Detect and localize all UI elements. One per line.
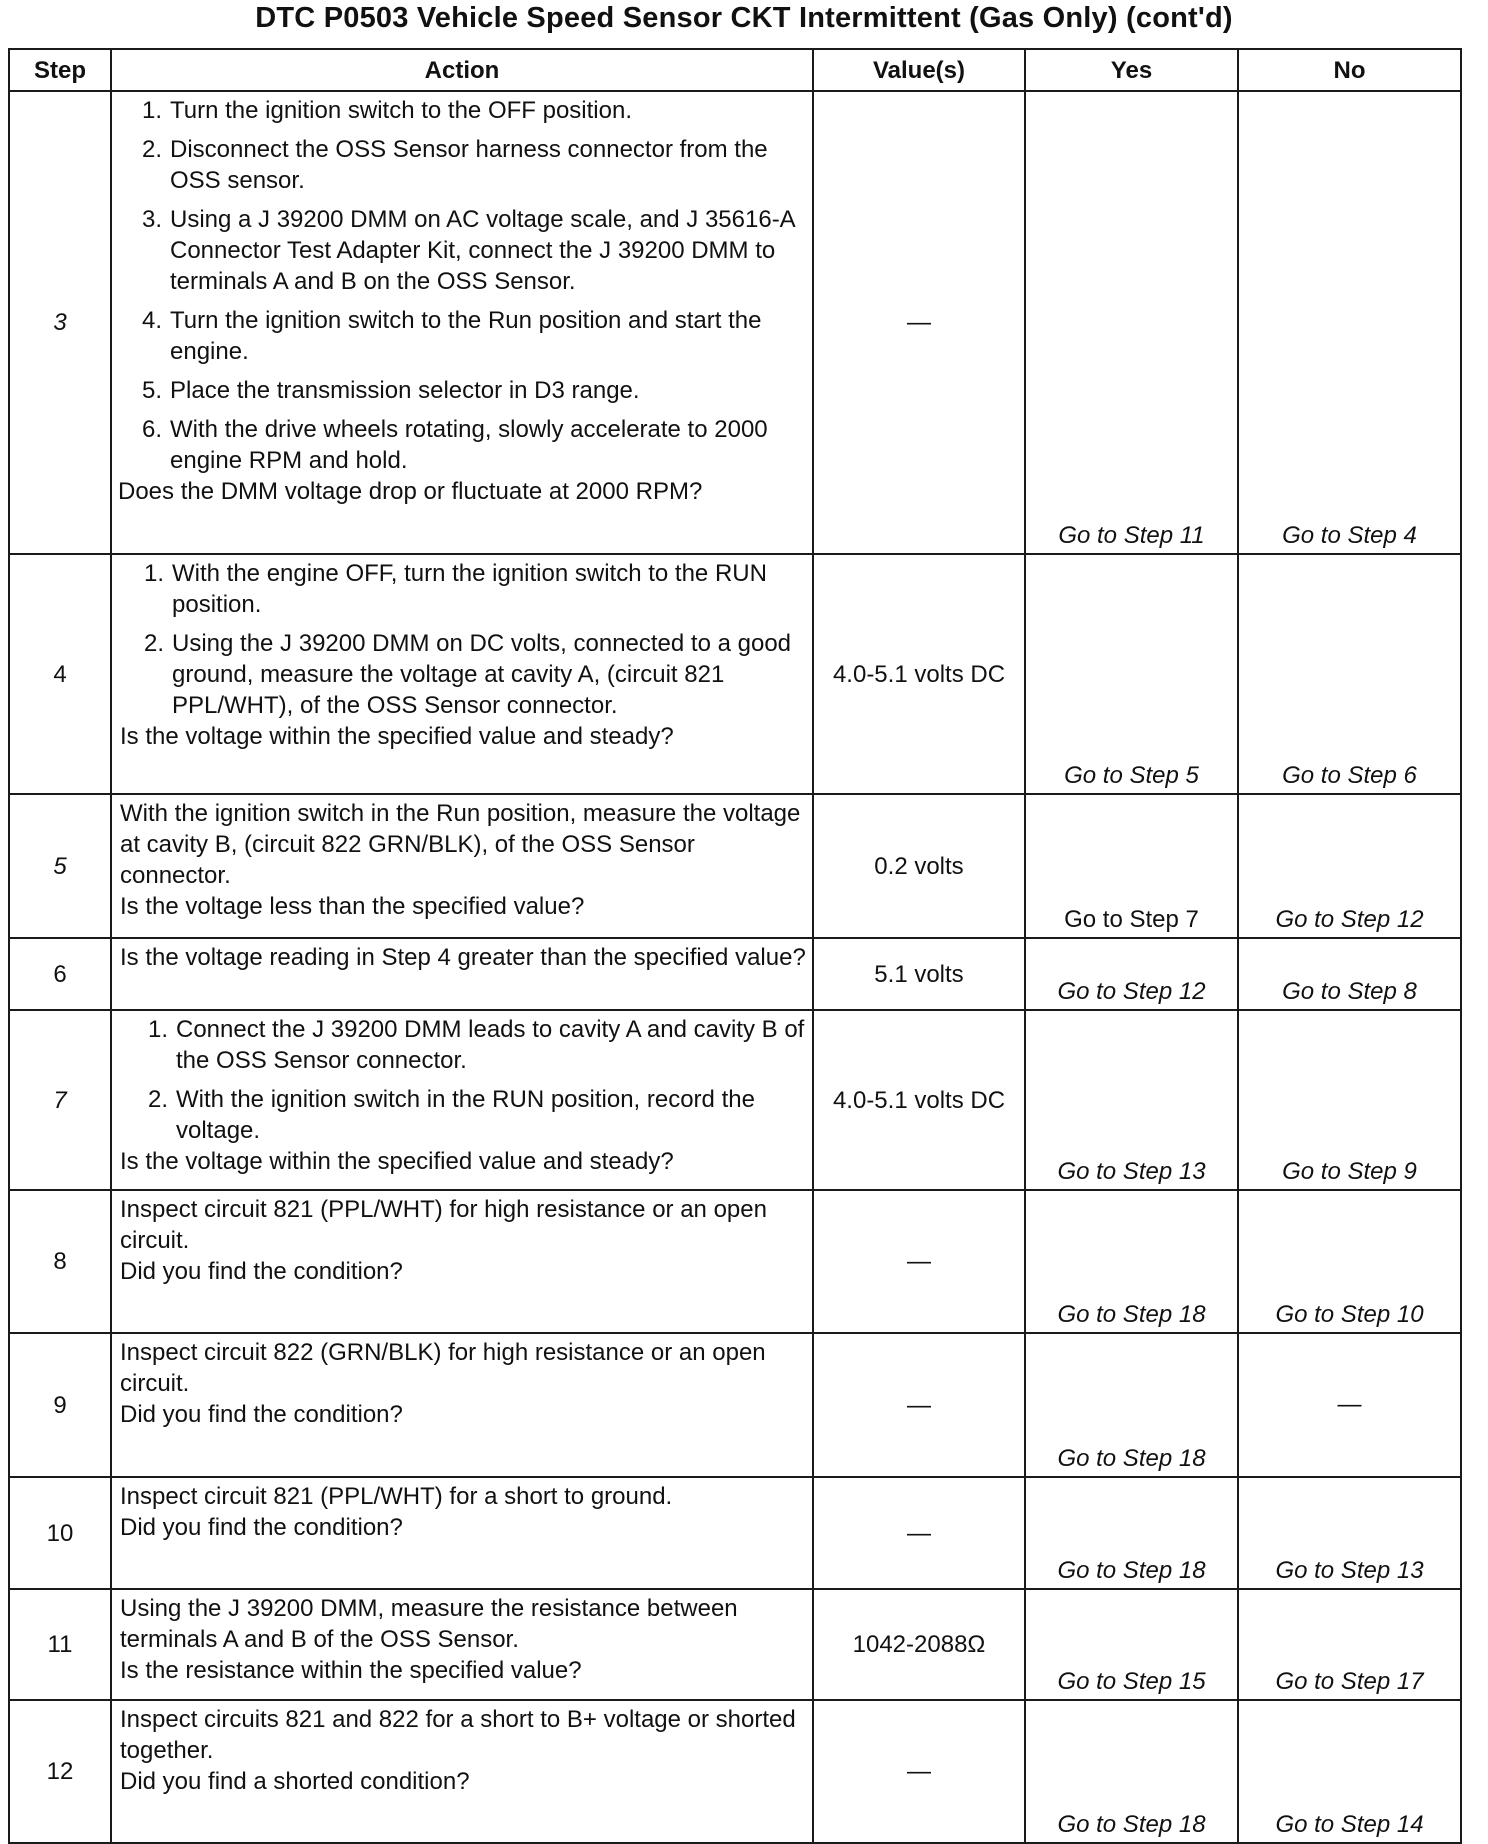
diagnostic-table (8, 48, 1462, 1844)
table-row (9, 1477, 1461, 1589)
action-text: Is the voltage reading in Step 4 greater than the specified value? (120, 944, 806, 971)
list-item: 1. Connect the J 39200 DMM leads to cavity A and cavity B of the OSS Sensor connector. (148, 1016, 805, 1074)
list-item: 1. Turn the ignition switch to the OFF position. (142, 97, 632, 124)
action-steps (120, 1014, 808, 1146)
page-title: DTC P0503 Vehicle Speed Sensor CKT Intermittent (Gas Only) (cont'd) (255, 2, 1233, 34)
yes-cell: Go to Step 15 (1025, 1589, 1238, 1700)
action-step-text: With the engine OFF, turn the ignition switch to the RUN position. (172, 560, 767, 618)
step-number: 7 (9, 1010, 111, 1190)
action-cell (111, 794, 813, 938)
table-row (9, 91, 1461, 554)
action-question: Is the voltage within the specified value and steady? (120, 1148, 674, 1175)
action-cell (111, 1333, 813, 1477)
list-item: 2. With the ignition switch in the RUN position, record the voltage. (148, 1086, 755, 1144)
action-cell (111, 1477, 813, 1589)
table-row (9, 938, 1461, 1010)
action-step-text: Using the J 39200 DMM on DC volts, connected to a good ground, measure the voltage at cavity A, (circuit 821 PPL/WHT), of the OSS Sensor connector. (172, 630, 792, 719)
yes-cell: Go to Step 18 (1025, 1333, 1238, 1477)
value-cell: — (813, 1190, 1025, 1333)
list-item: 3. Using a J 39200 DMM on AC voltage scale, and J 35616-A Connector Test Adapter Kit, connect the J 39200 DMM to terminals A and B on the OSS Sensor. (142, 206, 795, 295)
yes-cell: Go to Step 12 (1025, 938, 1238, 1010)
value-cell: 4.0-5.1 volts DC (813, 1010, 1025, 1190)
action-question: Did you find the condition? (120, 1514, 403, 1541)
list-item: 1. With the engine OFF, turn the ignition switch to the RUN position. (144, 560, 767, 618)
action-step-text: Using a J 39200 DMM on AC voltage scale, and J 35616-A Connector Test Adapter Kit, connect the J 39200 DMM to terminals A and B on the OSS Sensor. (170, 206, 795, 295)
action-cell (111, 1010, 813, 1190)
table-row (9, 1010, 1461, 1190)
action-text (120, 1593, 808, 1655)
no-cell: Go to Step 17 (1238, 1589, 1461, 1700)
action-question: Did you find a shorted condition? (120, 1768, 470, 1795)
no-cell: Go to Step 4 (1238, 91, 1461, 554)
header-step: Step (9, 49, 111, 91)
header-no: No (1238, 49, 1461, 91)
action-step-text: Connect the J 39200 DMM leads to cavity A and cavity B of the OSS Sensor connector. (176, 1016, 805, 1074)
step-number: 10 (9, 1477, 111, 1589)
yes-cell: Go to Step 5 (1025, 554, 1238, 794)
table-header-row (9, 49, 1461, 91)
action-cell (111, 1190, 813, 1333)
action-question: Is the voltage less than the specified value? (120, 893, 585, 920)
action-cell (111, 554, 813, 794)
action-step-text: Turn the ignition switch to the Run position and start the engine. (170, 307, 762, 365)
value-cell: — (813, 1700, 1025, 1843)
action-step-text: With the drive wheels rotating, slowly accelerate to 2000 engine RPM and hold. (170, 416, 768, 474)
action-step-text: With the ignition switch in the RUN position, record the voltage. (176, 1086, 755, 1144)
table-row (9, 1700, 1461, 1843)
action-question: Is the resistance within the specified value? (120, 1657, 582, 1684)
table-row (9, 1589, 1461, 1700)
step-number: 6 (9, 938, 111, 1010)
step-number: 8 (9, 1190, 111, 1333)
action-question: Is the voltage within the specified value and steady? (120, 723, 674, 750)
value-cell: 5.1 volts (813, 938, 1025, 1010)
action-step-text: Place the transmission selector in D3 range. (170, 377, 640, 404)
value-cell: — (813, 1477, 1025, 1589)
action-question: Did you find the condition? (120, 1258, 403, 1285)
action-step-text: Disconnect the OSS Sensor harness connector from the OSS sensor. (170, 136, 768, 194)
value-cell: 0.2 volts (813, 794, 1025, 938)
table-row (9, 1190, 1461, 1333)
yes-cell: Go to Step 18 (1025, 1700, 1238, 1843)
yes-cell: Go to Step 13 (1025, 1010, 1238, 1190)
action-text: Inspect circuit 821 (PPL/WHT) for high resistance or an open circuit. (120, 1196, 767, 1254)
action-steps (120, 558, 808, 721)
no-cell: Go to Step 8 (1238, 938, 1461, 1010)
value-cell: — (813, 91, 1025, 554)
step-number: 5 (9, 794, 111, 938)
list-item: 5. Place the transmission selector in D3 range. (142, 377, 640, 404)
action-cell (111, 938, 813, 1010)
list-item: 6. With the drive wheels rotating, slowly accelerate to 2000 engine RPM and hold. (142, 416, 768, 474)
value-cell: — (813, 1333, 1025, 1477)
value-cell: 4.0-5.1 volts DC (813, 554, 1025, 794)
table-row (9, 1333, 1461, 1477)
action-text-content: Using the J 39200 DMM, measure the resistance between terminals A and B of the OSS Sensor. (120, 1595, 738, 1653)
step-number: 4 (9, 554, 111, 794)
value-cell: 1042-2088Ω (813, 1589, 1025, 1700)
action-text: Inspect circuit 821 (PPL/WHT) for a short to ground. (120, 1483, 673, 1510)
yes-cell: Go to Step 7 (1025, 794, 1238, 938)
action-cell (111, 1700, 813, 1843)
no-cell: Go to Step 14 (1238, 1700, 1461, 1843)
no-cell: Go to Step 6 (1238, 554, 1461, 794)
list-item: 4. Turn the ignition switch to the Run position and start the engine. (142, 307, 762, 365)
action-text: Inspect circuit 822 (GRN/BLK) for high resistance or an open circuit. (120, 1339, 766, 1397)
list-item: 2. Using the J 39200 DMM on DC volts, connected to a good ground, measure the voltage at cavity A, (circuit 821 PPL/WHT), of the OSS Sensor connector. (144, 630, 792, 719)
no-cell: Go to Step 13 (1238, 1477, 1461, 1589)
step-number: 9 (9, 1333, 111, 1477)
yes-cell: Go to Step 18 (1025, 1477, 1238, 1589)
step-number: 11 (9, 1589, 111, 1700)
no-cell: — (1238, 1333, 1461, 1477)
header-values: Value(s) (813, 49, 1025, 91)
action-steps (118, 95, 808, 476)
yes-cell: Go to Step 11 (1025, 91, 1238, 554)
list-item: 2. Disconnect the OSS Sensor harness connector from the OSS sensor. (142, 136, 768, 194)
no-cell: Go to Step 12 (1238, 794, 1461, 938)
step-number: 3 (9, 91, 111, 554)
action-step-text: Turn the ignition switch to the OFF position. (170, 97, 632, 124)
step-number: 12 (9, 1700, 111, 1843)
table-row (9, 794, 1461, 938)
yes-cell: Go to Step 18 (1025, 1190, 1238, 1333)
header-yes: Yes (1025, 49, 1238, 91)
no-cell: Go to Step 10 (1238, 1190, 1461, 1333)
no-cell: Go to Step 9 (1238, 1010, 1461, 1190)
action-cell (111, 1589, 813, 1700)
table-row (9, 554, 1461, 794)
action-cell (111, 91, 813, 554)
action-question: Did you find the condition? (120, 1401, 403, 1428)
header-action: Action (111, 49, 813, 91)
action-question: Does the DMM voltage drop or fluctuate at 2000 RPM? (118, 478, 703, 505)
action-text: With the ignition switch in the Run position, measure the voltage at cavity B, (circuit 822 GRN/BLK), of the OSS Sensor connector. (120, 800, 801, 889)
action-text: Inspect circuits 821 and 822 for a short to B+ voltage or shorted together. (120, 1706, 796, 1764)
